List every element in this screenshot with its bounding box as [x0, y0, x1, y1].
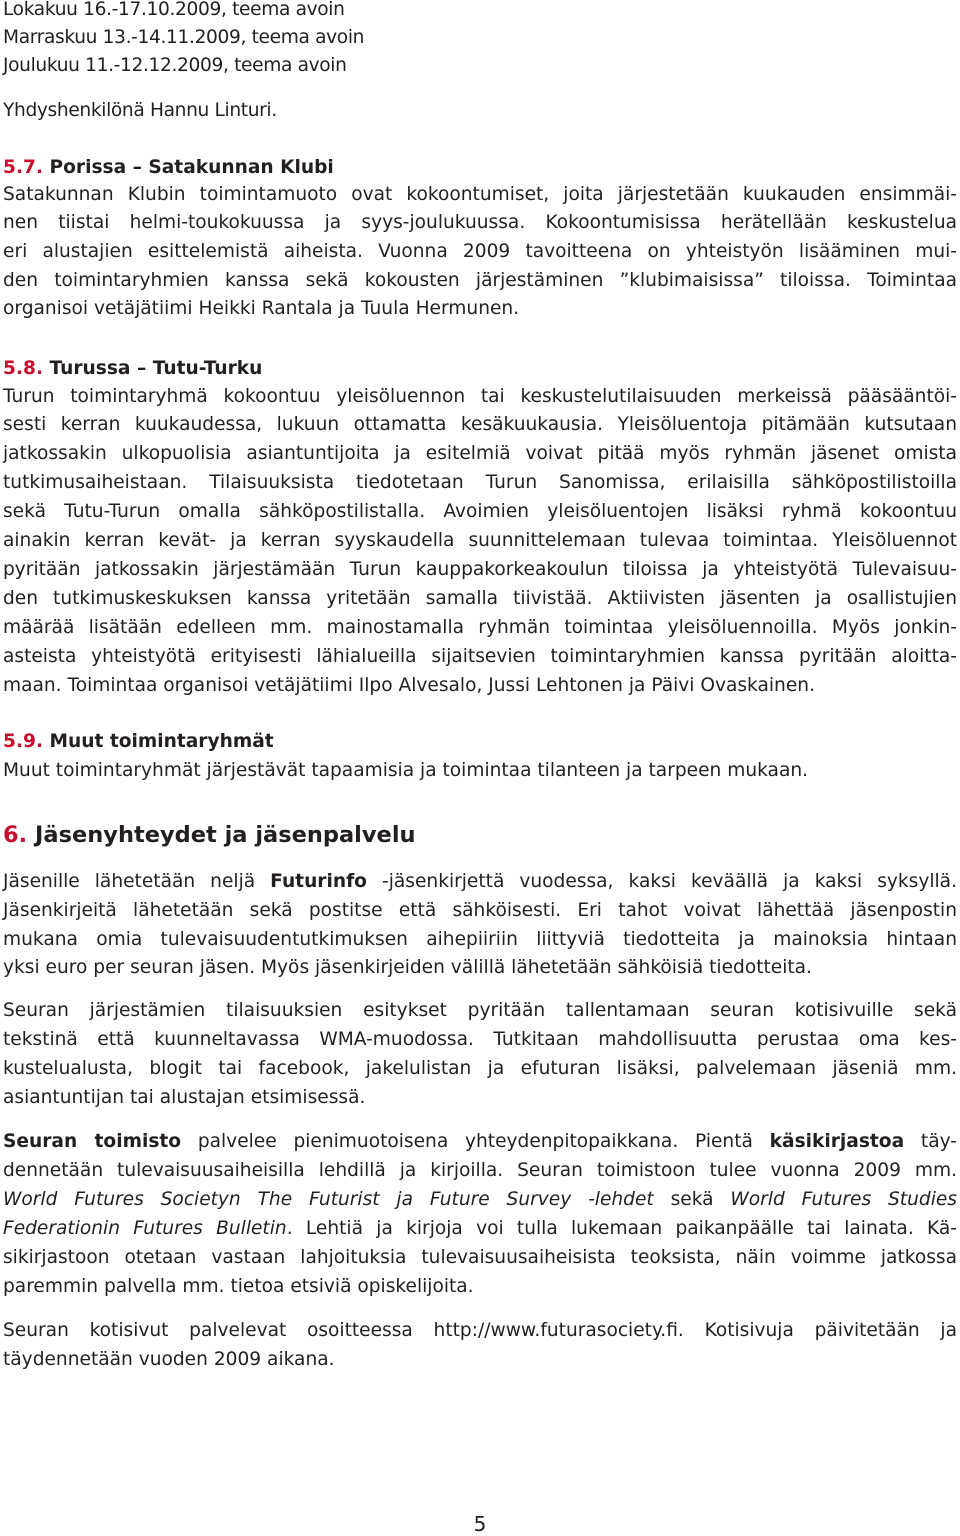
section-heading-5-9	[3, 731, 274, 753]
paragraph-line: sikirjastoon otetaan vastaan lahjoituksia tulevaisuusaiheisista teoksista, näin voimme jatkossa	[3, 1247, 957, 1268]
paragraph-line: eri alustajien esittelemistä aiheista. Vuonna 2009 tavoitteena on yhteistyön lisääminen mui-	[3, 241, 957, 262]
schedule-line: Lokakuu 16.-17.10.2009, teema avoin	[3, 0, 345, 20]
paragraph-line: asiantuntijan tai alustajan etsimisessä.	[3, 1087, 366, 1108]
schedule-line: Marraskuu 13.-14.11.2009, teema avoin	[3, 27, 365, 48]
chapter-number: 6.	[3, 822, 28, 848]
paragraph-line: Satakunnan Klubin toimintamuoto ovat kokoontumiset, joita järjestetään kuukauden ensimmäi-	[3, 184, 957, 205]
section-number: 5.8.	[3, 358, 44, 379]
paragraph-line: pyritään jatkossakin järjestämään Turun kauppakorkeakoulun tiloissa ja yhteistyötä Tulevaisuu-	[3, 559, 957, 580]
paragraph-line: mukana omia tulevaisuudentutkimuksen aihepiiriin liittyviä tiedotteita ja mainoksia hintaan	[3, 929, 957, 950]
paragraph-line: määrää lisätään edelleen mm. mainostamalla ryhmän toimintaa yleisöluennoilla. Myös jonkin-	[3, 617, 957, 638]
paragraph-line: Turun toimintaryhmä kokoontuu yleisöluennon tai keskustelutilaisuuden merkeissä pääsääntöi-	[3, 386, 957, 407]
paragraph-line: paremmin palvella mm. tietoa etsiviä opiskelijoita.	[3, 1276, 474, 1297]
paragraph-line: maan. Toimintaa organisoi vetäjätiimi Ilpo Alvesalo, Jussi Lehtonen ja Päivi Ovaskainen.	[3, 675, 815, 696]
paragraph-line: World Futures Societyn The Futurist ja Future Survey -lehdet sekä World Futures Studies	[3, 1189, 957, 1210]
schedule-line: Joulukuu 11.-12.12.2009, teema avoin	[3, 55, 347, 76]
paragraph-line: Seuran kotisivut palvelevat osoitteessa http://www.futurasociety.fi. Kotisivuja päivitetään ja	[3, 1320, 957, 1341]
section-title: Turussa – Tutu-Turku	[49, 358, 263, 379]
paragraph-line: yksi euro per seuran jäsen. Myös jäsenkirjeiden välillä lähetetään sähköisiä tiedotteita.	[3, 957, 812, 978]
paragraph-line: tutkimusaiheistaan. Tilaisuuksista tiedotetaan Turun Sanomissa, erilaisilla sähköpostilistoilla	[3, 472, 957, 493]
section-number: 5.7.	[3, 157, 44, 178]
paragraph-line: organisoi vetäjätiimi Heikki Rantala ja Tuula Hermunen.	[3, 298, 520, 319]
page-number: 5	[473, 1512, 487, 1536]
paragraph-line: tekstinä että kuunneltavassa WMA-muodossa. Tutkitaan mahdollisuutta perustaa oma kes-	[3, 1029, 957, 1050]
section-heading-5-7	[3, 157, 334, 179]
section-title: Muut toimintaryhmät	[49, 731, 274, 752]
paragraph-line: ainakin kerran kevät- ja kerran syyskaudella suunnittelemaan tulevaa toimintaa. Yleisöluennot	[3, 530, 957, 551]
paragraph-line: den tutkimuskeskuksen kanssa yritetään samalla tiivistää. Aktiivisten jäsenten ja osallistujien	[3, 588, 957, 609]
paragraph-line: sekä Tutu-Turun omalla sähköpostilistalla. Avoimien yleisöluentojen lisäksi ryhmä kokoontuu	[3, 501, 957, 522]
paragraph-line: Federationin Futures Bulletin. Lehtiä ja kirjoja voi tulla lukemaan paikanpäälle tai lainata. Kä-	[3, 1218, 957, 1239]
paragraph-line: Jäsenkirjeitä lähetetään sekä postitse että sähköisesti. Eri tahot voivat lähettää jäsenpostin	[3, 900, 957, 921]
paragraph-line: Seuran järjestämien tilaisuuksien esitykset pyritään tallentamaan seuran kotisivuille sekä	[3, 1000, 957, 1021]
paragraph-line: täydennetään vuoden 2009 aikana.	[3, 1349, 335, 1370]
futurinfo-name: Futurinfo	[270, 871, 367, 892]
library-label: käsikirjastoa	[769, 1131, 905, 1152]
paragraph-line: jatkossakin ulkopuolisia asiantuntijoita ja esitelmiä voivat pitää myös ryhmän jäsenet omista	[3, 443, 957, 464]
paragraph-line: Seuran toimisto palvelee pienimuotoisena yhteydenpitopaikkana. Pientä käsikirjastoa täy-	[3, 1131, 957, 1152]
paragraph-line: nen tiistai helmi-toukokuussa ja syys-joulukuussa. Kokoontumisissa herätellään keskustelua	[3, 212, 957, 233]
chapter-heading-6	[3, 822, 416, 848]
paragraph-line: asteista yhteistyötä erityisesti lähialueilla sijaitsevien toimintaryhmien kanssa pyritään aloitta-	[3, 646, 957, 667]
office-label: Seuran toimisto	[3, 1131, 182, 1152]
paragraph-line: den toimintaryhmien kanssa sekä kokousten järjestäminen ”klubimaisissa” tiloissa. Toimintaa	[3, 270, 957, 291]
section-number: 5.9.	[3, 731, 44, 752]
paragraph-line: sesti kerran kuukaudessa, lukuun ottamatta kesäkuukausia. Yleisöluentoja pitämään kutsutaan	[3, 414, 957, 435]
paragraph-line: Muut toimintaryhmät järjestävät tapaamisia ja toimintaa tilanteen ja tarpeen mukaan.	[3, 760, 809, 781]
paragraph-line: dennetään tulevaisuusaiheisilla lehdillä ja kirjoilla. Seuran toimistoon tulee vuonna 2009 mm.	[3, 1160, 957, 1181]
section-heading-5-8	[3, 358, 262, 380]
contact-line: Yhdyshenkilönä Hannu Linturi.	[3, 100, 277, 121]
paragraph-line: kustelualusta, blogit tai facebook, jakelulistan ja efuturan lisäksi, palvelemaan jäseniä mm.	[3, 1058, 957, 1079]
chapter-title: Jäsenyhteydet ja jäsenpalvelu	[35, 822, 416, 848]
paragraph-line: Jäsenille lähetetään neljä Futurinfo -jäsenkirjettä vuodessa, kaksi keväällä ja kaksi syksyllä.	[3, 871, 957, 892]
section-title: Porissa – Satakunnan Klubi	[49, 157, 334, 178]
